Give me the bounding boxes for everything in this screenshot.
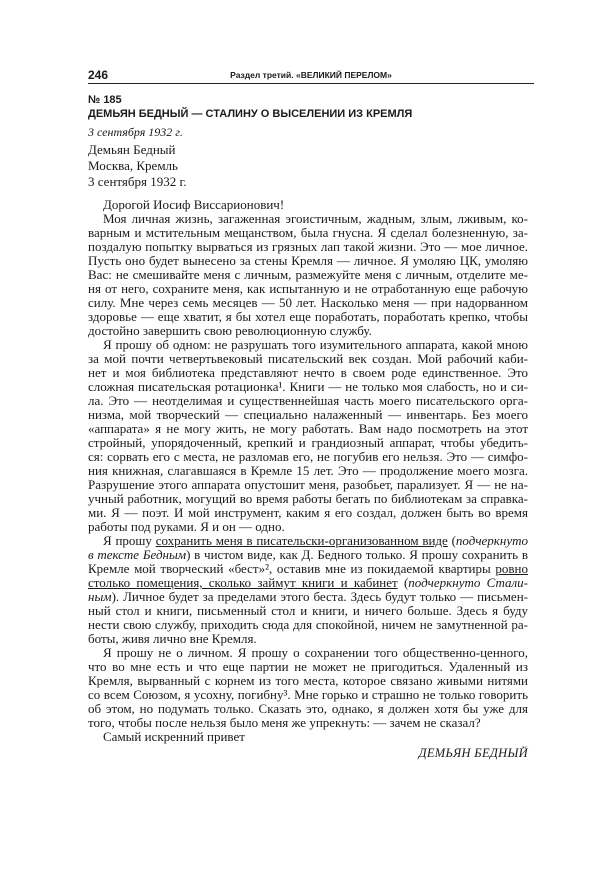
paragraph [88, 198, 528, 212]
text-line: Самый искренний привет [103, 729, 245, 744]
text-line: учный работник, могущий во время работы бегать по библиотекам за справка- [88, 491, 528, 506]
italic-note: ным [88, 589, 112, 604]
text-line [88, 562, 528, 576]
text-line: того, чтобы после нельзя было меня же упрекнуть: — зачем не сказал? [88, 715, 481, 730]
text-line [88, 576, 528, 590]
text-line: об этом, но подумать только. Сказать это, однако, я должен хотя бы уже для [88, 701, 528, 716]
text-line: низма, мой творческий — специально налаженный — инвентарь. Без моего [88, 407, 528, 422]
text-line: Дорогой Иосиф Виссарионович! [103, 197, 285, 212]
text-segment: ) в чистом виде, как Д. Бедного только. Я прошу сохранить в [186, 547, 529, 562]
paragraph [88, 212, 528, 338]
running-title: Раздел третий. «ВЕЛИКИЙ ПЕРЕЛОМ» [230, 70, 392, 80]
signature: ДЕМЬЯН БЕДНЫЙ [418, 746, 528, 760]
text-line: нет и моя библиотека представляют нечто в своем роде единственное. Это [88, 365, 528, 380]
text-line: силу. Мне через семь месяцев — 50 лет. Насколько меня — при надорванном [88, 295, 528, 310]
text-line: ния книжная, слагавшаяся в Кремле 15 лет. Это — продолжение моего мозга. [88, 463, 528, 478]
underlined-text: столько помещения, сколько займут книги и кабинет [88, 575, 398, 590]
running-header [88, 68, 534, 84]
text-line: достойно завершить свою революционную службу. [88, 323, 372, 338]
letter-address [88, 142, 187, 190]
text-line: ный стол и книги, письменный стол и книги, и ничего больше. Здесь я буду [88, 603, 528, 618]
text-line: Разрушение этого аппарата опустошит меня, разобьет, парализует. Я — не на- [88, 477, 528, 492]
italic-note: подчеркнуто Стали- [408, 575, 528, 590]
text-line: ла. Это — неотделимая и существеннейшая часть моего писательского орга- [88, 393, 528, 408]
text-line: Моя личная жизнь, загаженная эгоистичным, жадным, злым, лживым, ко- [103, 211, 528, 226]
text-line: Пусть оно будет вынесено за стены Кремля — личное. Я умоляю ЦК, умоляю [88, 253, 528, 268]
italic-note: подчеркнуто [455, 533, 528, 548]
text-segment: Я прошу [103, 533, 156, 548]
text-segment: ( [447, 533, 456, 548]
text-line: что во мне есть и что еще партии не может не пригодиться. Удаленный из [88, 659, 528, 674]
text-line: ня от него, сохраните меня, как испытанную и не отработанную еще рабочую [88, 281, 528, 296]
address-line: Демьян Бедный [88, 142, 176, 157]
text-line: за мой почти четвертьвековый писательский век создан. Мой рабочий каби- [88, 351, 528, 366]
address-line: 3 сентября 1932 г. [88, 174, 187, 189]
text-line: боты, живя лично вне Кремля. [88, 631, 257, 646]
text-line: поздалую попытку вырваться из грязных лап такой жизни. Это — мое личное. [88, 239, 528, 254]
text-segment: Кремле мой творческий «бест»², оставив мне из покидаемой квартиры [88, 561, 496, 576]
underlined-text: ровно [495, 561, 528, 576]
text-line: со всем Союзом, я усохну, погибну³. Мне горько и страшно не только говорить [88, 687, 528, 702]
text-line [88, 548, 528, 562]
paragraph [88, 338, 528, 534]
text-line: Кремля, вырванный с корнем из того места, которое связано живыми нитями [88, 673, 528, 688]
text-line [88, 590, 528, 604]
letter-body [88, 198, 528, 744]
paragraph [88, 646, 528, 730]
text-segment: ( [397, 575, 409, 590]
text-line: ми. Я — поэт. И мой инструмент, каким я его создал, должен быть во время [88, 505, 528, 520]
document-title: ДЕМЬЯН БЕДНЫЙ — СТАЛИНУ О ВЫСЕЛЕНИИ ИЗ КРЕМЛЯ [88, 108, 413, 120]
text-line: «аппарата» я не могу жить, не могу работать. Вам надо посмотреть на этот [88, 421, 528, 436]
document-date: 3 сентября 1932 г. [88, 125, 183, 139]
address-line: Москва, Кремль [88, 158, 178, 173]
text-line: ся: сорвать его с места, не разломав его, не погубив его нельзя. Это — симфо- [88, 449, 528, 464]
document-number: № 185 [88, 94, 122, 106]
text-line: Я прошу об одном: не разрушать того изумительного аппарата, какой мною [103, 337, 528, 352]
text-line: варным и мстительным мещанством, была гнусна. Я сделал болезненную, за- [88, 225, 528, 240]
text-line: здоровье — еще хватит, я бы хотел еще поработать, поработать крепко, чтобы [88, 309, 528, 324]
paragraph [88, 730, 528, 744]
italic-note: в тексте Бедным [88, 547, 187, 562]
text-line: стройный, упорядоченный, крепкий и грандиозный аппарат, чтобы убедить- [88, 435, 528, 450]
text-line [88, 534, 528, 548]
text-segment: ). Личное будет за пределами этого беста. Здесь будут только — письмен- [111, 589, 528, 604]
text-line: нести свою службу, приходить сюда для спокойной, ничем не замутненной ра- [88, 617, 528, 632]
page-number: 246 [88, 68, 109, 82]
text-line: работы под руками. Я и он — одно. [88, 519, 285, 534]
text-line: Вас: не смешивайте меня с личным, размежуйте меня с личным, отделите ме- [88, 267, 528, 282]
underlined-text: сохранить меня в писательски-организованном виде [155, 533, 448, 548]
text-line: Я прошу не о личном. Я прошу о сохранении того общественно-ценного, [103, 645, 528, 660]
paragraph [88, 534, 528, 646]
text-line: сложная писательская ротационка¹. Книги — не только моя слабость, но и си- [88, 379, 528, 394]
